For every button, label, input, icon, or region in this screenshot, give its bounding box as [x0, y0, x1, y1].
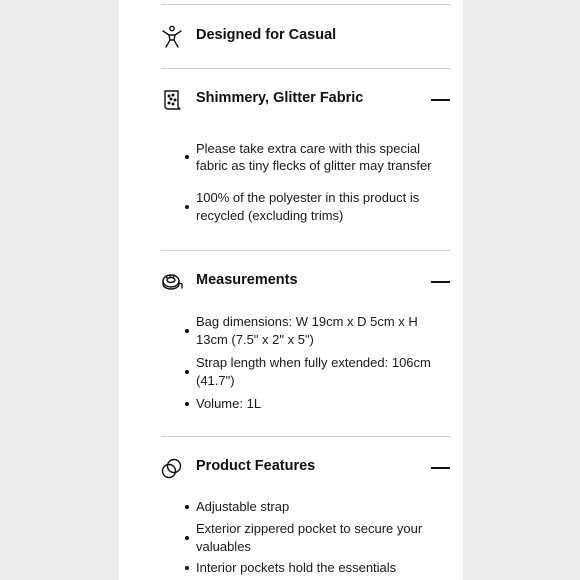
list-item: [161, 131, 450, 183]
accordion-header-glitter-fabric[interactable]: [161, 83, 450, 117]
collapse-icon[interactable]: [431, 281, 450, 283]
bullet-icon: [185, 205, 189, 209]
bullet-icon: [185, 370, 189, 374]
tape-measure-icon: [161, 270, 183, 294]
list-item-text: Adjustable strap: [196, 499, 290, 515]
accordion-header-measurements[interactable]: [161, 265, 450, 299]
bullet-icon: [185, 536, 189, 540]
bullet-icon: [185, 329, 189, 333]
section-title: Shimmery, Glitter Fabric: [196, 90, 364, 106]
accordion-header-product-features[interactable]: [161, 451, 450, 485]
list-item: [161, 395, 450, 413]
list-item: [161, 520, 450, 555]
list-item-text: 100% of the polyester in this product is recycled (excluding trims): [196, 190, 420, 223]
list-item: [161, 313, 450, 348]
list-item: [161, 189, 450, 224]
collapse-icon[interactable]: [431, 467, 450, 469]
measurements-list: [161, 313, 450, 416]
divider: [161, 68, 450, 69]
list-item-text: Exterior zippered pocket to secure your valuables: [196, 521, 423, 554]
list-item-text: Interior pockets hold the essentials: [196, 560, 397, 576]
bullet-icon: [185, 566, 189, 570]
bullet-icon: [185, 402, 189, 406]
divider: [161, 4, 450, 5]
collapse-icon[interactable]: [431, 99, 450, 101]
section-title: Product Features: [196, 458, 316, 474]
list-item-text: Strap length when fully extended: 106cm (41.7"): [196, 355, 431, 388]
section-title: Measurements: [196, 272, 298, 288]
divider: [161, 436, 450, 437]
bullet-icon: [185, 505, 189, 509]
section-title: Designed for Casual: [196, 27, 337, 43]
product-features-list: [161, 498, 450, 580]
person-activity-icon: [161, 25, 183, 49]
accordion-header-designed-for[interactable]: [161, 20, 450, 54]
overlapping-circles-icon: [161, 456, 183, 480]
list-item: [161, 498, 450, 516]
list-item: [161, 559, 450, 577]
list-item-text: Please take extra care with this special fabric as tiny flecks of glitter may transfer: [196, 140, 432, 173]
list-item-text: Volume: 1L: [196, 396, 262, 412]
list-item-text: Bag dimensions: W 19cm x D 5cm x H 13cm (7.5" x 2" x 5"): [196, 314, 418, 347]
product-details-panel: [119, 0, 463, 580]
glitter-fabric-list: [161, 131, 450, 227]
divider: [161, 250, 450, 251]
bullet-icon: [185, 155, 189, 159]
fabric-swatch-icon: [161, 88, 183, 112]
list-item: [161, 354, 450, 389]
